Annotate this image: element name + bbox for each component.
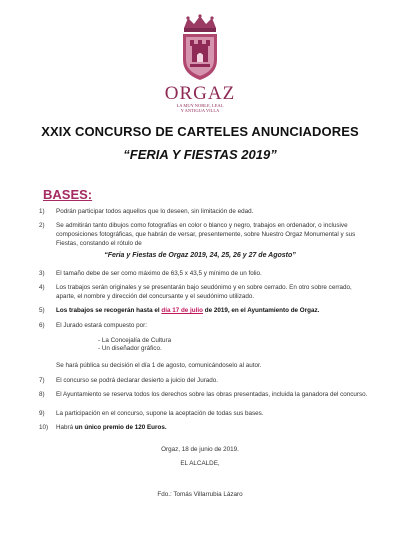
- rule-text: Los trabajos serán originales y se presentarán bajo seudónimo y en sobre cerrado. En otro sobre cerrado, aparte, el nombre y dirección del concursante y el seudónimo utilizado.: [56, 284, 352, 300]
- rule-number: 7): [39, 377, 45, 384]
- brand-motto: [0, 103, 400, 113]
- rule-item-7: [39, 376, 369, 385]
- rule-text-pre: Los trabajos se recogerán hasta el: [56, 307, 162, 314]
- prize-amount: un único premio de 120 Euros.: [74, 424, 167, 431]
- rule-number: 5): [39, 307, 45, 314]
- rule-number: 1): [39, 208, 45, 215]
- brand-name: ORGAZ: [164, 83, 236, 104]
- document-title: XXIX CONCURSO DE CARTELES ANUNCIADORES: [41, 124, 359, 139]
- rule-text-post: de 2019, en el Ayuntamiento de Orgaz.: [202, 307, 320, 314]
- rule-text: La participación en el concurso, supone la aceptación de todas sus bases.: [56, 410, 264, 417]
- rule-item-1: [39, 207, 369, 216]
- rule-text: Se admitirán tanto dibujos como fotografías en color o blanco y negro, trabajos en ordenador, o inclusive composiciones fotográficas, que habrán de versar, presentemente, sobre Nuestro Orgaz Monumental y sus Fiestas, constando el rótulo de: [56, 222, 356, 247]
- rule-item-2: [39, 221, 369, 248]
- event-name-quote: “Feria y Fiestas de Orgaz 2019, 24, 25, 26 y 27 de Agosto”: [104, 252, 296, 259]
- rule-text: El concurso se podrá declarar desierto a juicio del Jurado.: [56, 377, 219, 384]
- rule-item-9: [39, 409, 369, 418]
- rule-text: El Jurado estará compuesto por:: [56, 322, 148, 329]
- rule-number: 6): [39, 322, 45, 329]
- rule-item-6: [39, 321, 369, 330]
- signer-title: EL ALCALDE,: [180, 460, 220, 467]
- rule-item-5: [39, 306, 369, 315]
- rule-text-pre: Habrá: [56, 424, 75, 431]
- rule-number: 9): [39, 410, 45, 417]
- jury-member-1: - La Concejalía de Cultura: [98, 337, 172, 344]
- rule-item-3: [39, 269, 369, 278]
- bases-heading: BASES:: [43, 187, 93, 202]
- rule-item-10: [39, 423, 369, 432]
- rule-item-8: [39, 390, 369, 399]
- rule-number: 10): [39, 424, 49, 431]
- document-subtitle: “FERIA Y FIESTAS 2019”: [123, 147, 277, 162]
- publication-note: Se hará pública su decisión el día 1 de agosto, comunicándoselo al autor.: [56, 362, 262, 369]
- deadline-date: día 17 de julio: [161, 307, 203, 314]
- rule-number: 4): [39, 284, 45, 291]
- rule-text: El Ayuntamiento se reserva todos los derechos sobre las obras presentadas, incluida la ganadora del concurso.: [56, 391, 368, 398]
- orgaz-crest-logo: [170, 14, 230, 86]
- jury-member-2: - Un diseñador gráfico.: [98, 345, 162, 352]
- rule-item-4: [39, 283, 369, 301]
- rule-text: [56, 423, 369, 432]
- rule-text: Podrán participar todos aquellos que lo deseen, sin limitación de edad.: [56, 208, 254, 215]
- rule-number: 3): [39, 270, 45, 277]
- rule-text: El tamaño debe de ser como máximo de 63,5 x 43,5 y mínimo de un folio.: [56, 270, 262, 277]
- signature-line: Fdo.: Tomás Villarrubia Lázaro: [157, 491, 243, 498]
- rule-text: [56, 306, 369, 315]
- motto-line-2: Y ANTIGUA VILLA: [180, 108, 220, 113]
- place-date: Orgaz, 18 de junio de 2019.: [161, 446, 239, 453]
- rule-number: 2): [39, 222, 45, 229]
- rule-number: 8): [39, 391, 45, 398]
- motto-line-1: LA MUY NOBLE, LEAL: [176, 103, 224, 108]
